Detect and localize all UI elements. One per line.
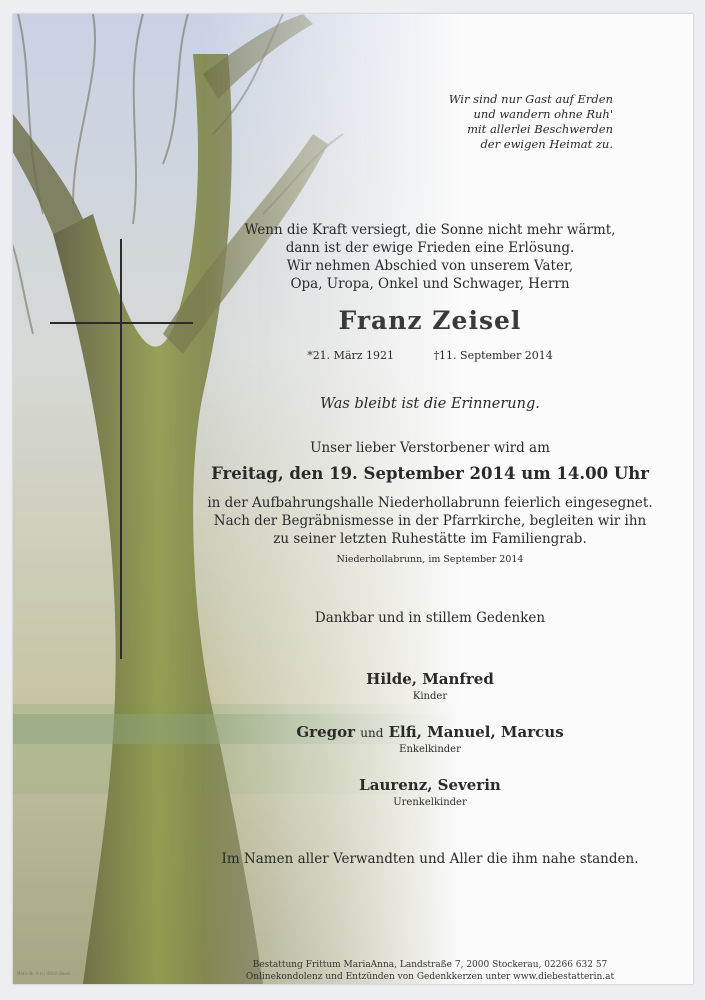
funeral-datetime: Freitag, den 19. September 2014 um 14.00 Uhr — [211, 464, 649, 483]
family-group — [193, 776, 667, 808]
family-group — [193, 723, 667, 755]
footer-website: Onlinekondolenz und Entzünden von Gedenkkerzen unter www.diebestatterin.at — [245, 972, 615, 982]
family-group — [193, 670, 667, 702]
intro-line: Opa, Uropa, Onkel und Schwager, Herrn — [290, 276, 570, 292]
thanks-line: Dankbar und in stillem Gedenken — [314, 610, 546, 626]
cross-vertical-bar — [120, 239, 122, 659]
family-role: Enkelkinder — [399, 744, 461, 755]
poem-line: der ewigen Heimat zu. — [480, 137, 613, 151]
family-names — [193, 670, 667, 688]
family-names-a: Laurenz, Severin — [359, 776, 501, 794]
death-date: †11. September 2014 — [433, 349, 553, 362]
deceased-name: Franz Zeisel — [338, 306, 522, 335]
footer — [193, 959, 667, 983]
intro-line: Wenn die Kraft versiegt, die Sonne nicht mehr wärmt, — [244, 222, 616, 238]
family-names-a: Gregor — [296, 723, 356, 741]
funeral-detail-line: Nach der Begräbnismesse in der Pfarrkirche, begleiten wir ihn — [213, 513, 647, 529]
family-role: Kinder — [412, 691, 448, 702]
place-date: Niederhollabrunn, im September 2014 — [336, 554, 524, 565]
funeral-detail-line: in der Aufbahrungshalle Niederhollabrunn feierlich eingesegnet. — [207, 495, 653, 511]
funeral-detail-line: zu seiner letzten Ruhestätte im Familiengrab. — [273, 531, 587, 547]
family-names — [193, 776, 667, 794]
intro-line: dann ist der ewige Frieden eine Erlösung. — [285, 240, 575, 256]
intro-line: Wir nehmen Abschied von unserem Vater, — [286, 258, 574, 274]
family-names — [193, 723, 667, 741]
life-dates — [193, 349, 667, 362]
poem-line: und wandern ohne Ruh' — [473, 107, 613, 121]
intro-text — [193, 221, 667, 293]
closing-line: Im Namen aller Verwandten und Aller die ihm nahe standen. — [221, 851, 639, 867]
birth-date: *21. März 1921 — [307, 349, 395, 362]
funeral-details — [193, 494, 667, 548]
family-names-a: Hilde, Manfred — [366, 670, 494, 688]
obituary-page — [13, 14, 693, 984]
funeral-announcement: Unser lieber Verstorbener wird am — [310, 440, 550, 456]
family-connector: und — [360, 726, 384, 740]
poem-line: mit allerlei Beschwerden — [467, 122, 613, 136]
poem — [353, 92, 613, 152]
family-names-b: Elfi, Manuel, Marcus — [388, 723, 564, 741]
family-role: Urenkelkinder — [393, 797, 467, 808]
footer-address: Bestattung Frittum MariaAnna, Landstraße 7, 2000 Stockerau, 02266 632 57 — [252, 960, 608, 970]
photo-credit: Motiv Nr. 9 (c) Ulrich Bauer — [17, 971, 72, 976]
cross-horizontal-bar — [50, 322, 193, 324]
poem-line: Wir sind nur Gast auf Erden — [448, 92, 613, 106]
motto: Was bleibt ist die Erinnerung. — [320, 396, 540, 412]
